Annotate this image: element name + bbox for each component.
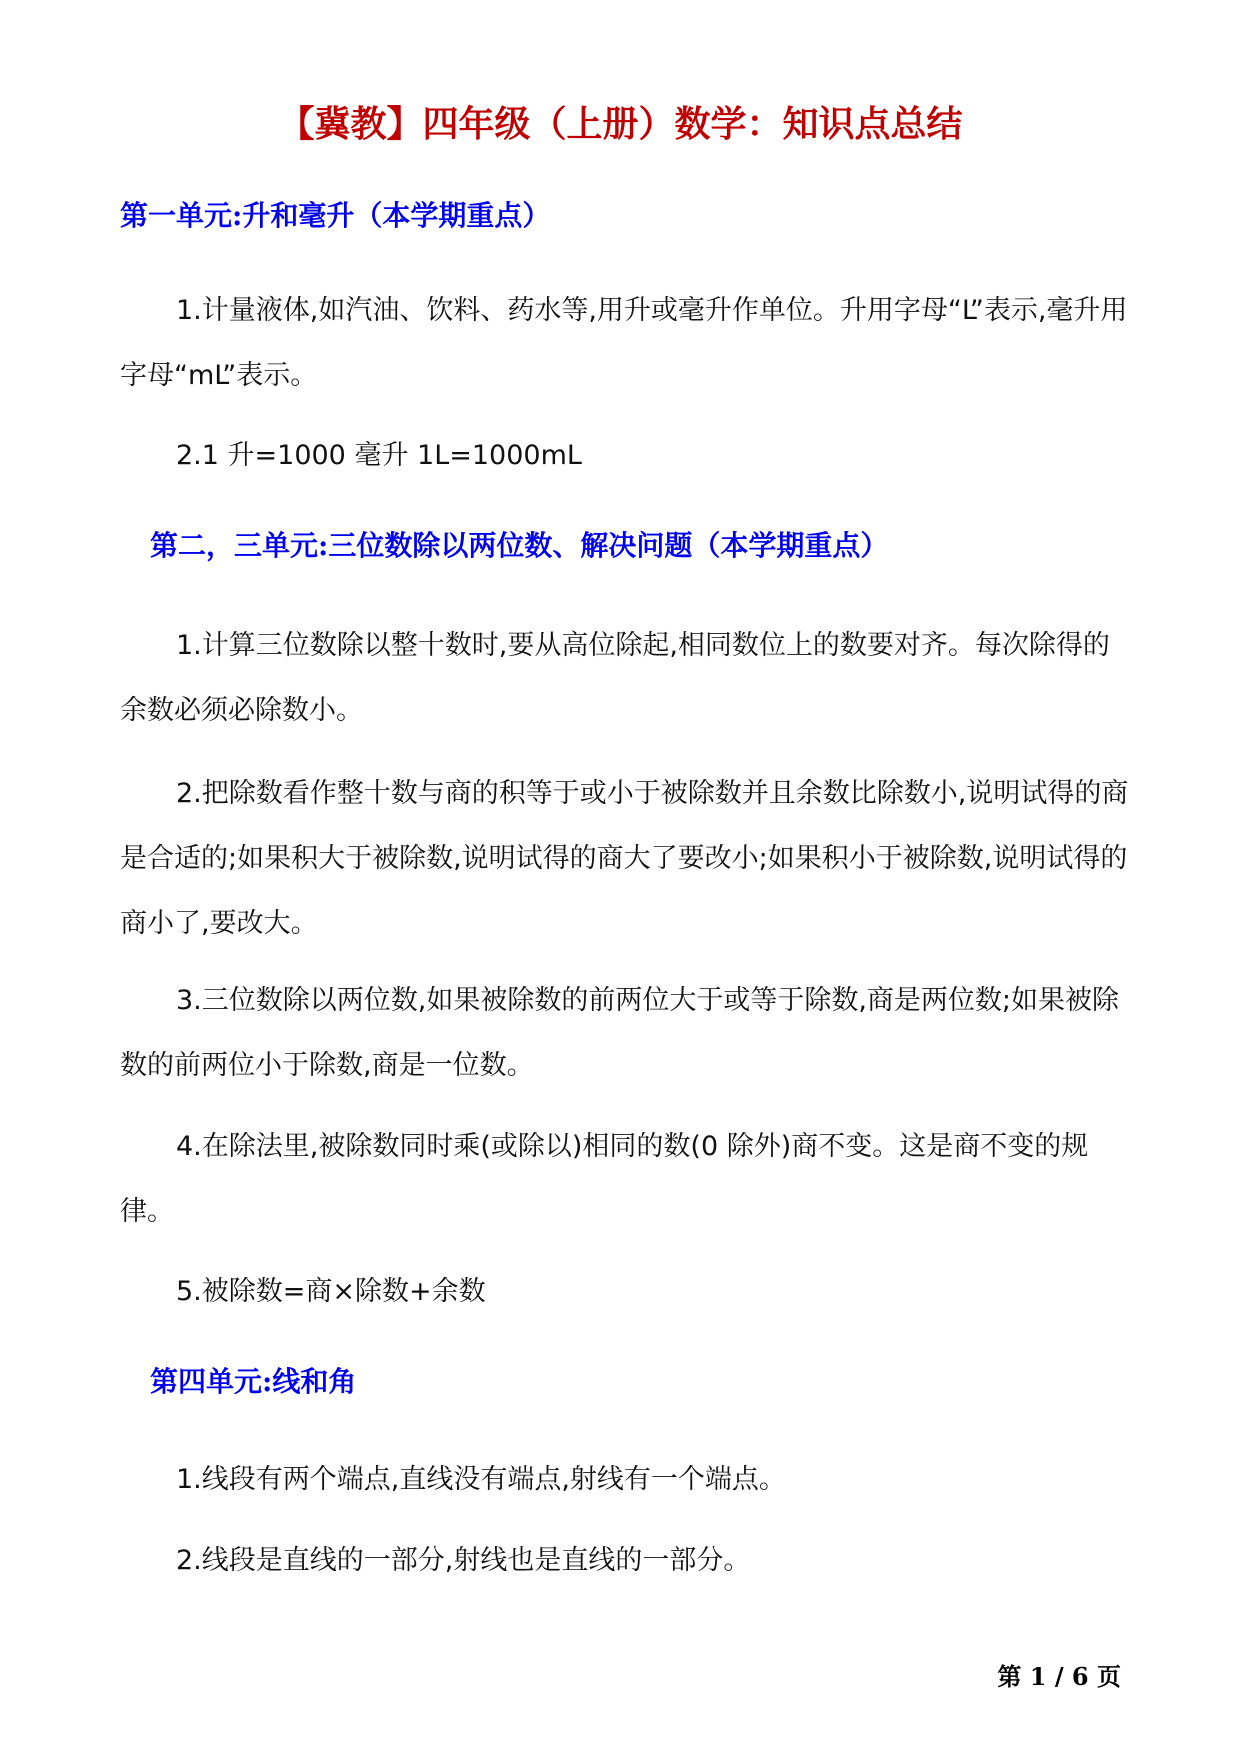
paragraph: 2.线段是直线的一部分,射线也是直线的一部分。 — [176, 1545, 751, 1576]
paragraph: 2.1 升=1000 毫升 1L=1000mL — [176, 440, 582, 471]
paragraph: 1.计量液体,如汽油、饮料、药水等,用升或毫升作单位。升用字母“L”表示,毫升用字母“mL”表示。 — [120, 295, 1128, 391]
section-heading-unit-4: 第四单元:线和角 — [150, 1365, 357, 1398]
paragraph: 5.被除数=商×除数+余数 — [176, 1276, 486, 1307]
paragraph: 3.三位数除以两位数,如果被除数的前两位大于或等于除数,商是两位数;如果被除数的前两位小于除数,商是一位数。 — [120, 985, 1120, 1081]
section-heading-unit-2-3: 第二，三单元:三位数除以两位数、解决问题（本学期重点） — [150, 529, 889, 562]
paragraph: 2.把除数看作整十数与商的积等于或小于被除数并且余数比除数小,说明试得的商是合适的;如果积大于被除数,说明试得的商大了要改小;如果积小于被除数,说明试得的商小了,要改大。 — [120, 778, 1129, 939]
page-number: 第 1 / 6 页 — [997, 1662, 1121, 1691]
section-heading-unit-1: 第一单元:升和毫升（本学期重点） — [120, 199, 551, 232]
paragraph: 1.线段有两个端点,直线没有端点,射线有一个端点。 — [176, 1464, 786, 1495]
paragraph: 1.计算三位数除以整十数时,要从高位除起,相同数位上的数要对齐。每次除得的余数必须必除数小。 — [120, 630, 1110, 726]
paragraph: 4.在除法里,被除数同时乘(或除以)相同的数(0 除外)商不变。这是商不变的规律。 — [120, 1131, 1089, 1227]
document-title: 【冀教】四年级（上册）数学：知识点总结 — [278, 103, 963, 145]
